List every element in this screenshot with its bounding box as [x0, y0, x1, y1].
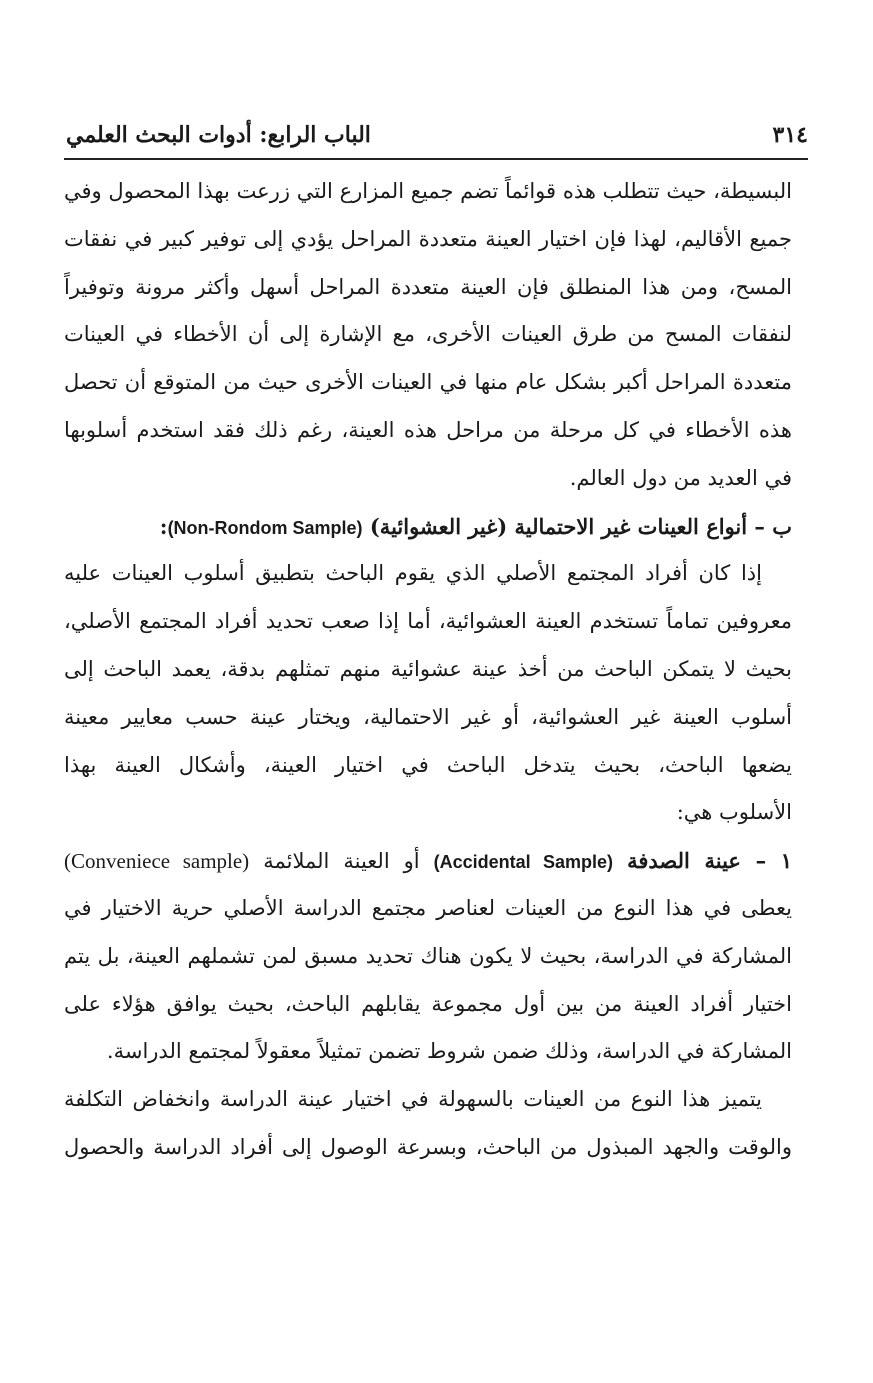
text-line: يضعها الباحث، بحيث يتدخل الباحث في اختيار العينة، وأشكال العينة بهذا — [64, 752, 792, 777]
text-line: إذا كان أفراد المجتمع الأصلي الذي يقوم الباحث بتطبيق أسلوب العينات عليه — [64, 561, 762, 586]
text-line: في العديد من دول العالم. — [569, 465, 792, 490]
paragraph-3 — [64, 885, 792, 1076]
paragraph-1 — [64, 168, 792, 503]
paragraph-4 — [64, 1076, 792, 1172]
section-b-heading — [64, 503, 792, 551]
text-line: يعطى في هذا النوع من العينات لعناصر مجتمع الدراسة الأصلي حرية الاختيار في — [64, 895, 792, 920]
section-b-label: ب – أنواع العينات غير الاحتمالية (غير العشوائية) — [369, 513, 792, 539]
paragraph-2 — [64, 550, 792, 837]
text-line: هذه الأخطاء في كل مرحلة من مراحل هذه العينة، رغم ذلك فقد استخدم أسلوبها — [64, 417, 792, 442]
running-head — [66, 116, 808, 154]
item-1-middle: أو العينة الملائمة — [263, 849, 420, 874]
item-1-latin-bold: (Accidental Sample) — [433, 852, 614, 873]
chapter-title: الباب الرابع: أدوات البحث العلمي — [66, 122, 371, 148]
item-1-latin: (Conveniece sample) — [64, 849, 250, 874]
text-line: بحيث لا يتمكن الباحث من أخذ عينة عشوائية منهم تمثلهم بدقة، يعمد الباحث إلى — [64, 656, 792, 681]
text-line: البسيطة، حيث تتطلب هذه قوائماً تضم جميع المزارع التي زرعت بهذا المحصول وفي — [64, 179, 792, 203]
text-line: لنفقات المسح من طرق العينات الأخرى، مع الإشارة إلى أن الأخطاء في العينات — [64, 322, 792, 347]
text-line: اختيار أفراد العينة من بين أول مجموعة يقابلهم الباحث، بحيث يوافق هؤلاء على — [64, 991, 792, 1016]
header-rule — [64, 158, 808, 160]
text-line: معروفين تماماً تستخدم العينة العشوائية، أما إذا صعب تحديد أفراد المجتمع الأصلي، — [64, 609, 792, 634]
text-line: المشاركة في الدراسة، بحيث لا يكون هناك تحديد مسبق لمن تشملهم العينة، بل يتم — [64, 943, 792, 968]
page-number: ٣١٤ — [772, 122, 808, 148]
section-b-latin: (Non-Rondom Sample) — [167, 517, 363, 538]
item-1-heading — [64, 837, 792, 885]
item-1-label: ١ – عينة الصدفة — [627, 848, 792, 874]
text-line: يتميز هذا النوع من العينات بالسهولة في اختيار عينة الدراسة وانخفاض التكلفة — [64, 1087, 762, 1112]
text-line: أسلوب العينة غير العشوائية، أو غير الاحتمالية، ويختار عينة حسب معايير معينة — [64, 704, 792, 729]
text-line: الأسلوب هي: — [676, 800, 792, 825]
page-body — [64, 168, 792, 1172]
text-line: المشاركة في الدراسة، وذلك ضمن شروط تضمن تمثيلاً معقولاً لمجتمع الدراسة. — [106, 1039, 792, 1064]
text-line: جميع الأقاليم، لهذا فإن اختيار العينة متعددة المراحل يؤدي إلى توفير كبير في نفقات — [64, 226, 792, 251]
text-line: متعددة المراحل أكبر بشكل عام منها في العينات الأخرى حيث من المتوقع أن تحصل — [64, 370, 792, 395]
text-line: والوقت والجهد المبذول من الباحث، وبسرعة الوصول إلى أفراد الدراسة والحصول — [64, 1134, 792, 1159]
text-line: المسح، ومن هذا المنطلق فإن العينة متعددة المراحل أسهل وأكثر مرونة وتوفيراً — [64, 274, 792, 299]
section-b-colon: : — [159, 513, 168, 539]
